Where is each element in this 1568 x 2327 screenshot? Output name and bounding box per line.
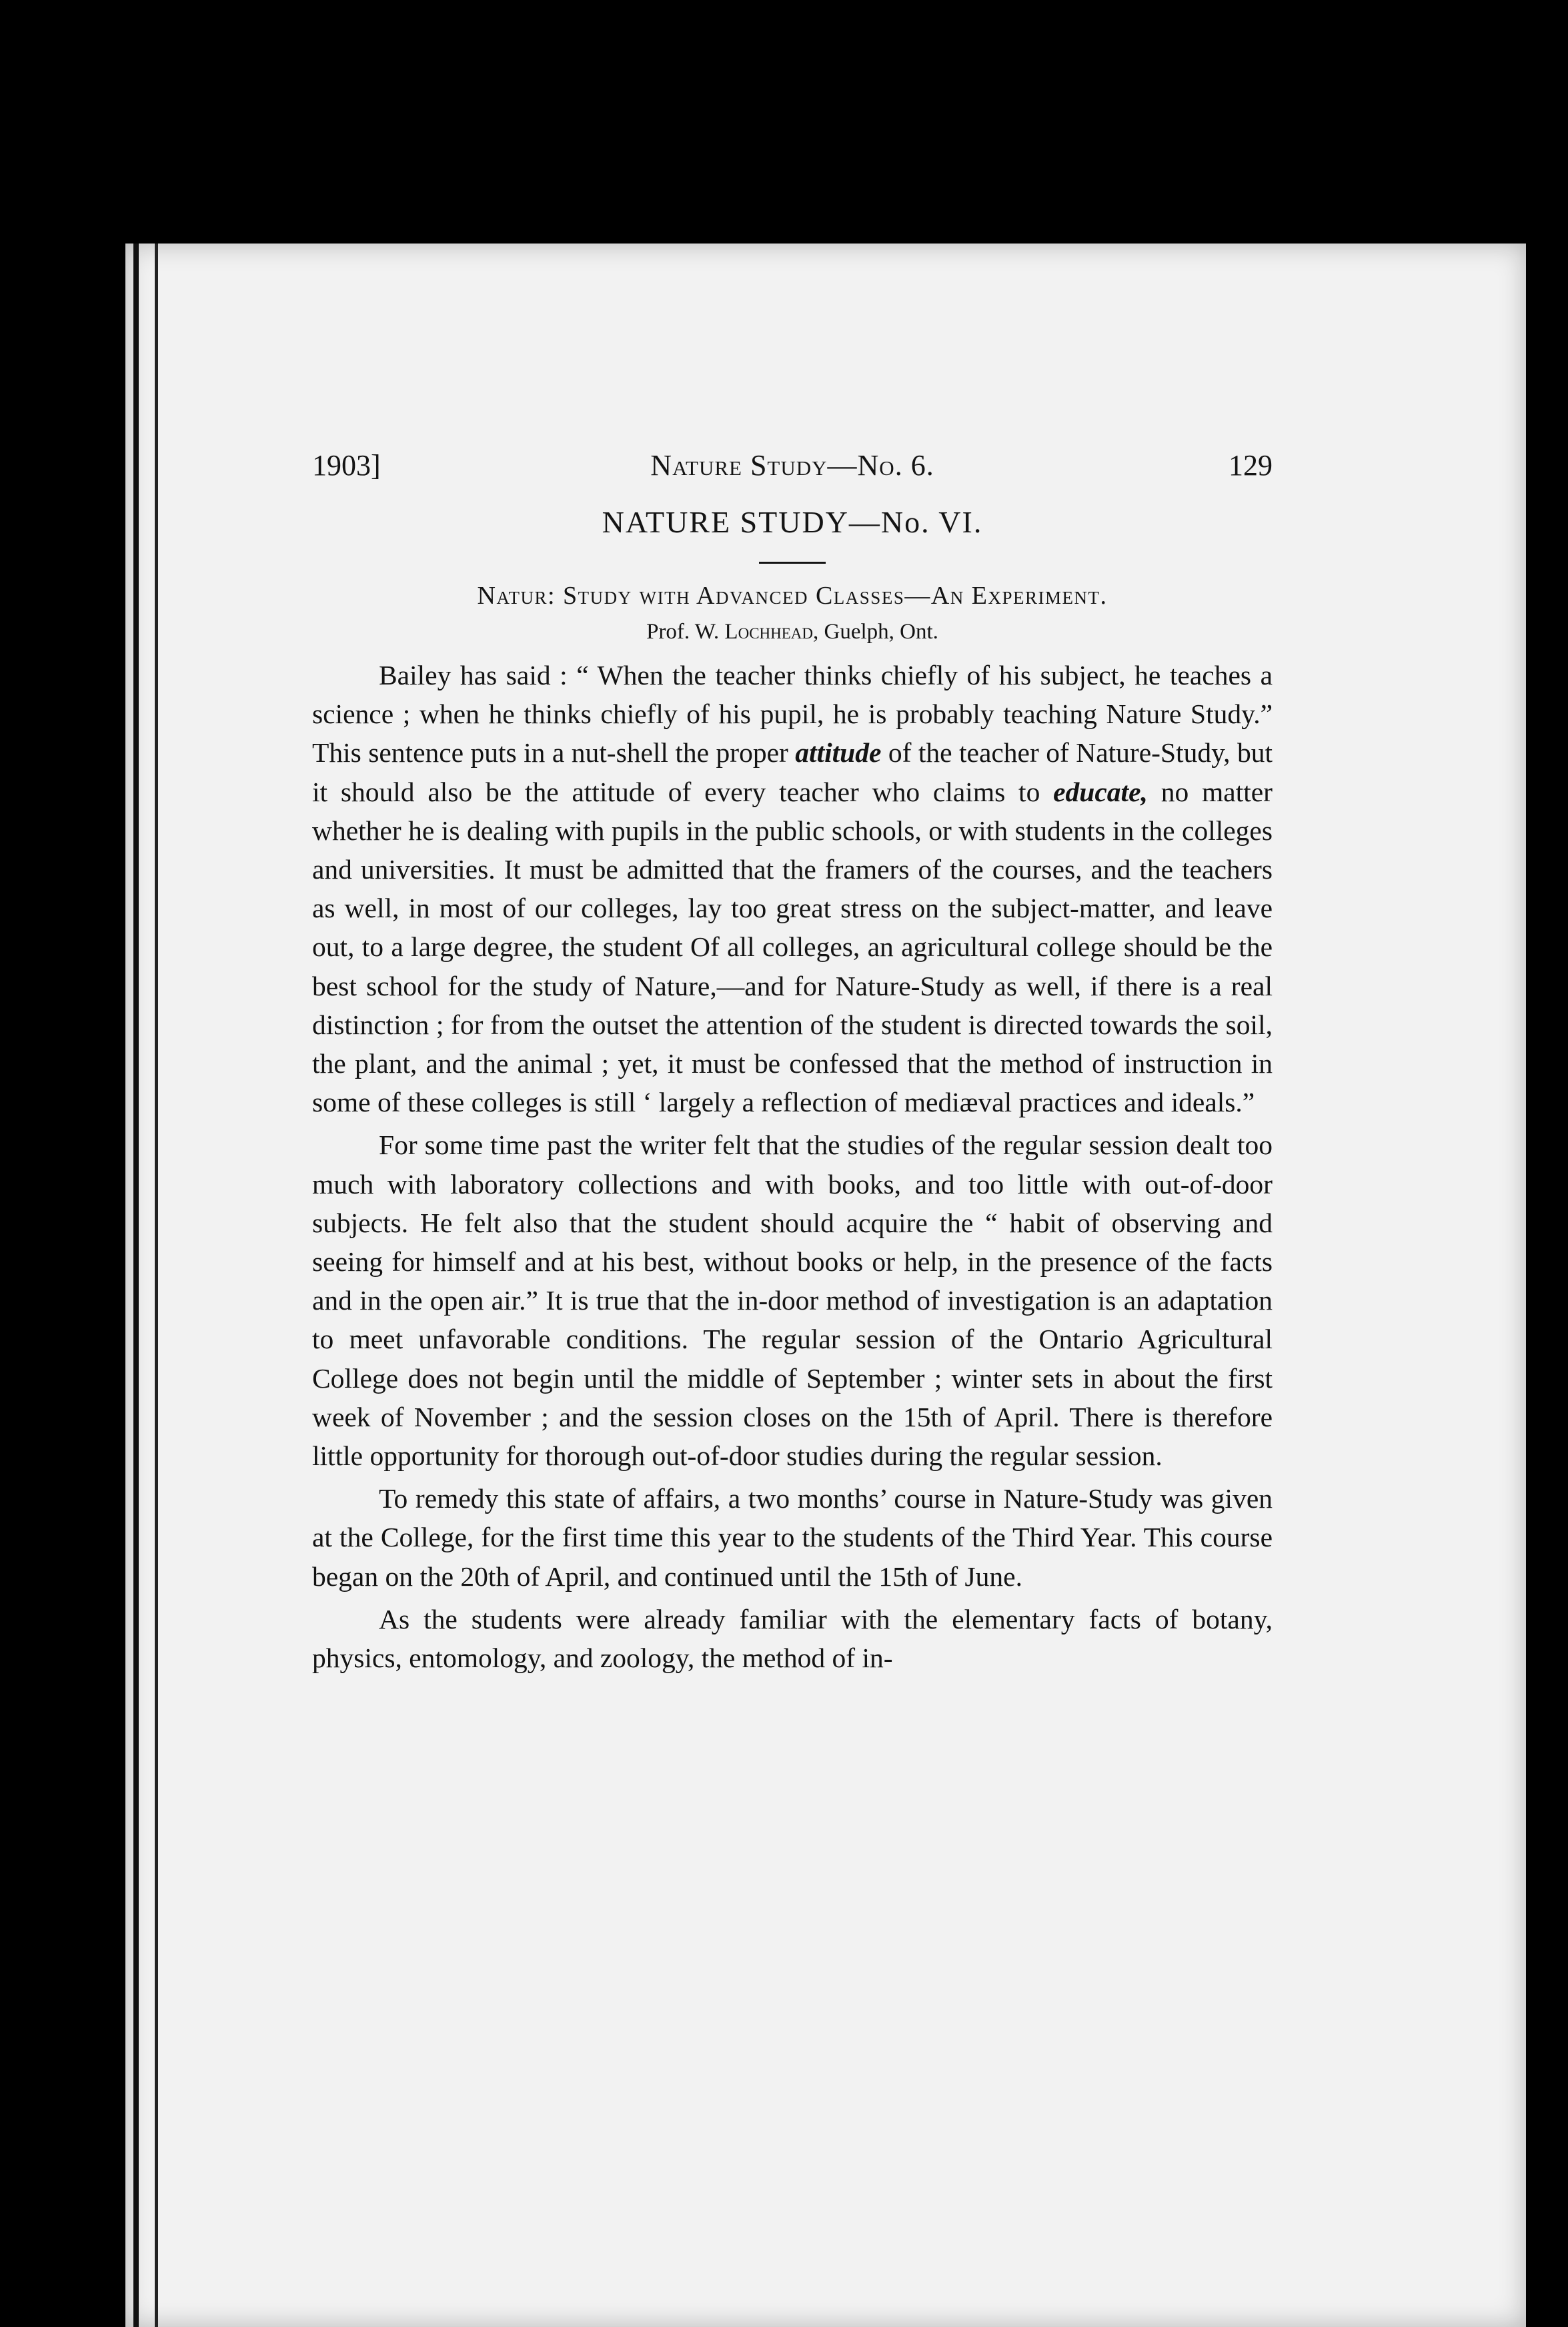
binding-edge [133, 244, 139, 2327]
paragraph-1-emphasis-educate: educate, [1053, 776, 1148, 807]
author-byline [312, 620, 1273, 656]
paragraph-1-text-a: Bailey has said : “ When the teacher thinks chiefly of his subject, he teaches a science ; when he thinks chiefly of his pupil, he is probably teaching Nature Study.” This sentence puts in a nut-shell the proper [312, 660, 1273, 769]
binding-edge-inner [155, 244, 158, 2327]
paragraph-3: To remedy this state of affairs, a two months’ course in Nature-Study was given at the College, for the first time this year to the students of the Third Year. This course began on the 20th of April, and continued until the 15th of June. [312, 1483, 1273, 1592]
running-head-year: 1903] [312, 449, 381, 482]
page-number: 129 [1229, 449, 1273, 482]
title-rule [759, 562, 826, 564]
paragraph-1-text-c: no matter whether he is dealing with pupils in the public schools, or with students in the colleges and universities. It must be admitted that the framers of the courses, and the teachers as well, in most of our colleges, lay too great stress on the subject-matter, and leave out, to a large degree, the student Of all colleges, an agricultural college should be the best school for the study of Nature,—and for Nature-Study as well, if there is a real distinction ; for from the outset the attention of the student is directed towards the soil, the plant, and the animal ; yet, it must be confessed that the method of instruction in some of these colleges is still ‘ largely a reflection of mediæval practices and ideals.” [312, 776, 1273, 1118]
running-head [312, 448, 1273, 495]
author-location: , Guelph, Ont. [813, 620, 938, 644]
article-subtitle: Natur: Study with Advanced Classes—An Experiment. [477, 582, 1108, 610]
author-prefix: Prof. W. [646, 620, 725, 644]
paragraph-2: For some time past the writer felt that the studies of the regular session dealt too much with laboratory collections and with books, and too little with out-of-door subjects. He felt also that the student should acquire the “ habit of observing and seeing for himself and at his best, without books or help, in the presence of the facts and in the open air.” It is true that the in-door method of investigation is an adaptation to meet unfavorable conditions. The regular session of the Ontario Agricultural College does not begin until the middle of September ; winter sets in about the first week of November ; and the session closes on the 15th of April. There is therefore little opportunity for thorough out-of-door studies during the regular session. [312, 1129, 1273, 1472]
paragraph-1-text-b: of the teacher of Nature-Study, but it should also be the attitude of every teacher who claims to [312, 737, 1273, 807]
article-title: NATURE STUDY—No. VI. [602, 505, 983, 539]
page-text-area [312, 448, 1273, 1677]
paragraph-1-emphasis-attitude: attitude [795, 737, 882, 769]
paragraph-4: As the students were already familiar with the elementary facts of botany, physics, entomology, and zoology, the method of in- [312, 1603, 1273, 1674]
author-name: Lochhead [724, 620, 814, 644]
paragraph-1 [312, 656, 1273, 1121]
running-head-title: Nature Study—No. 6. [650, 449, 934, 482]
